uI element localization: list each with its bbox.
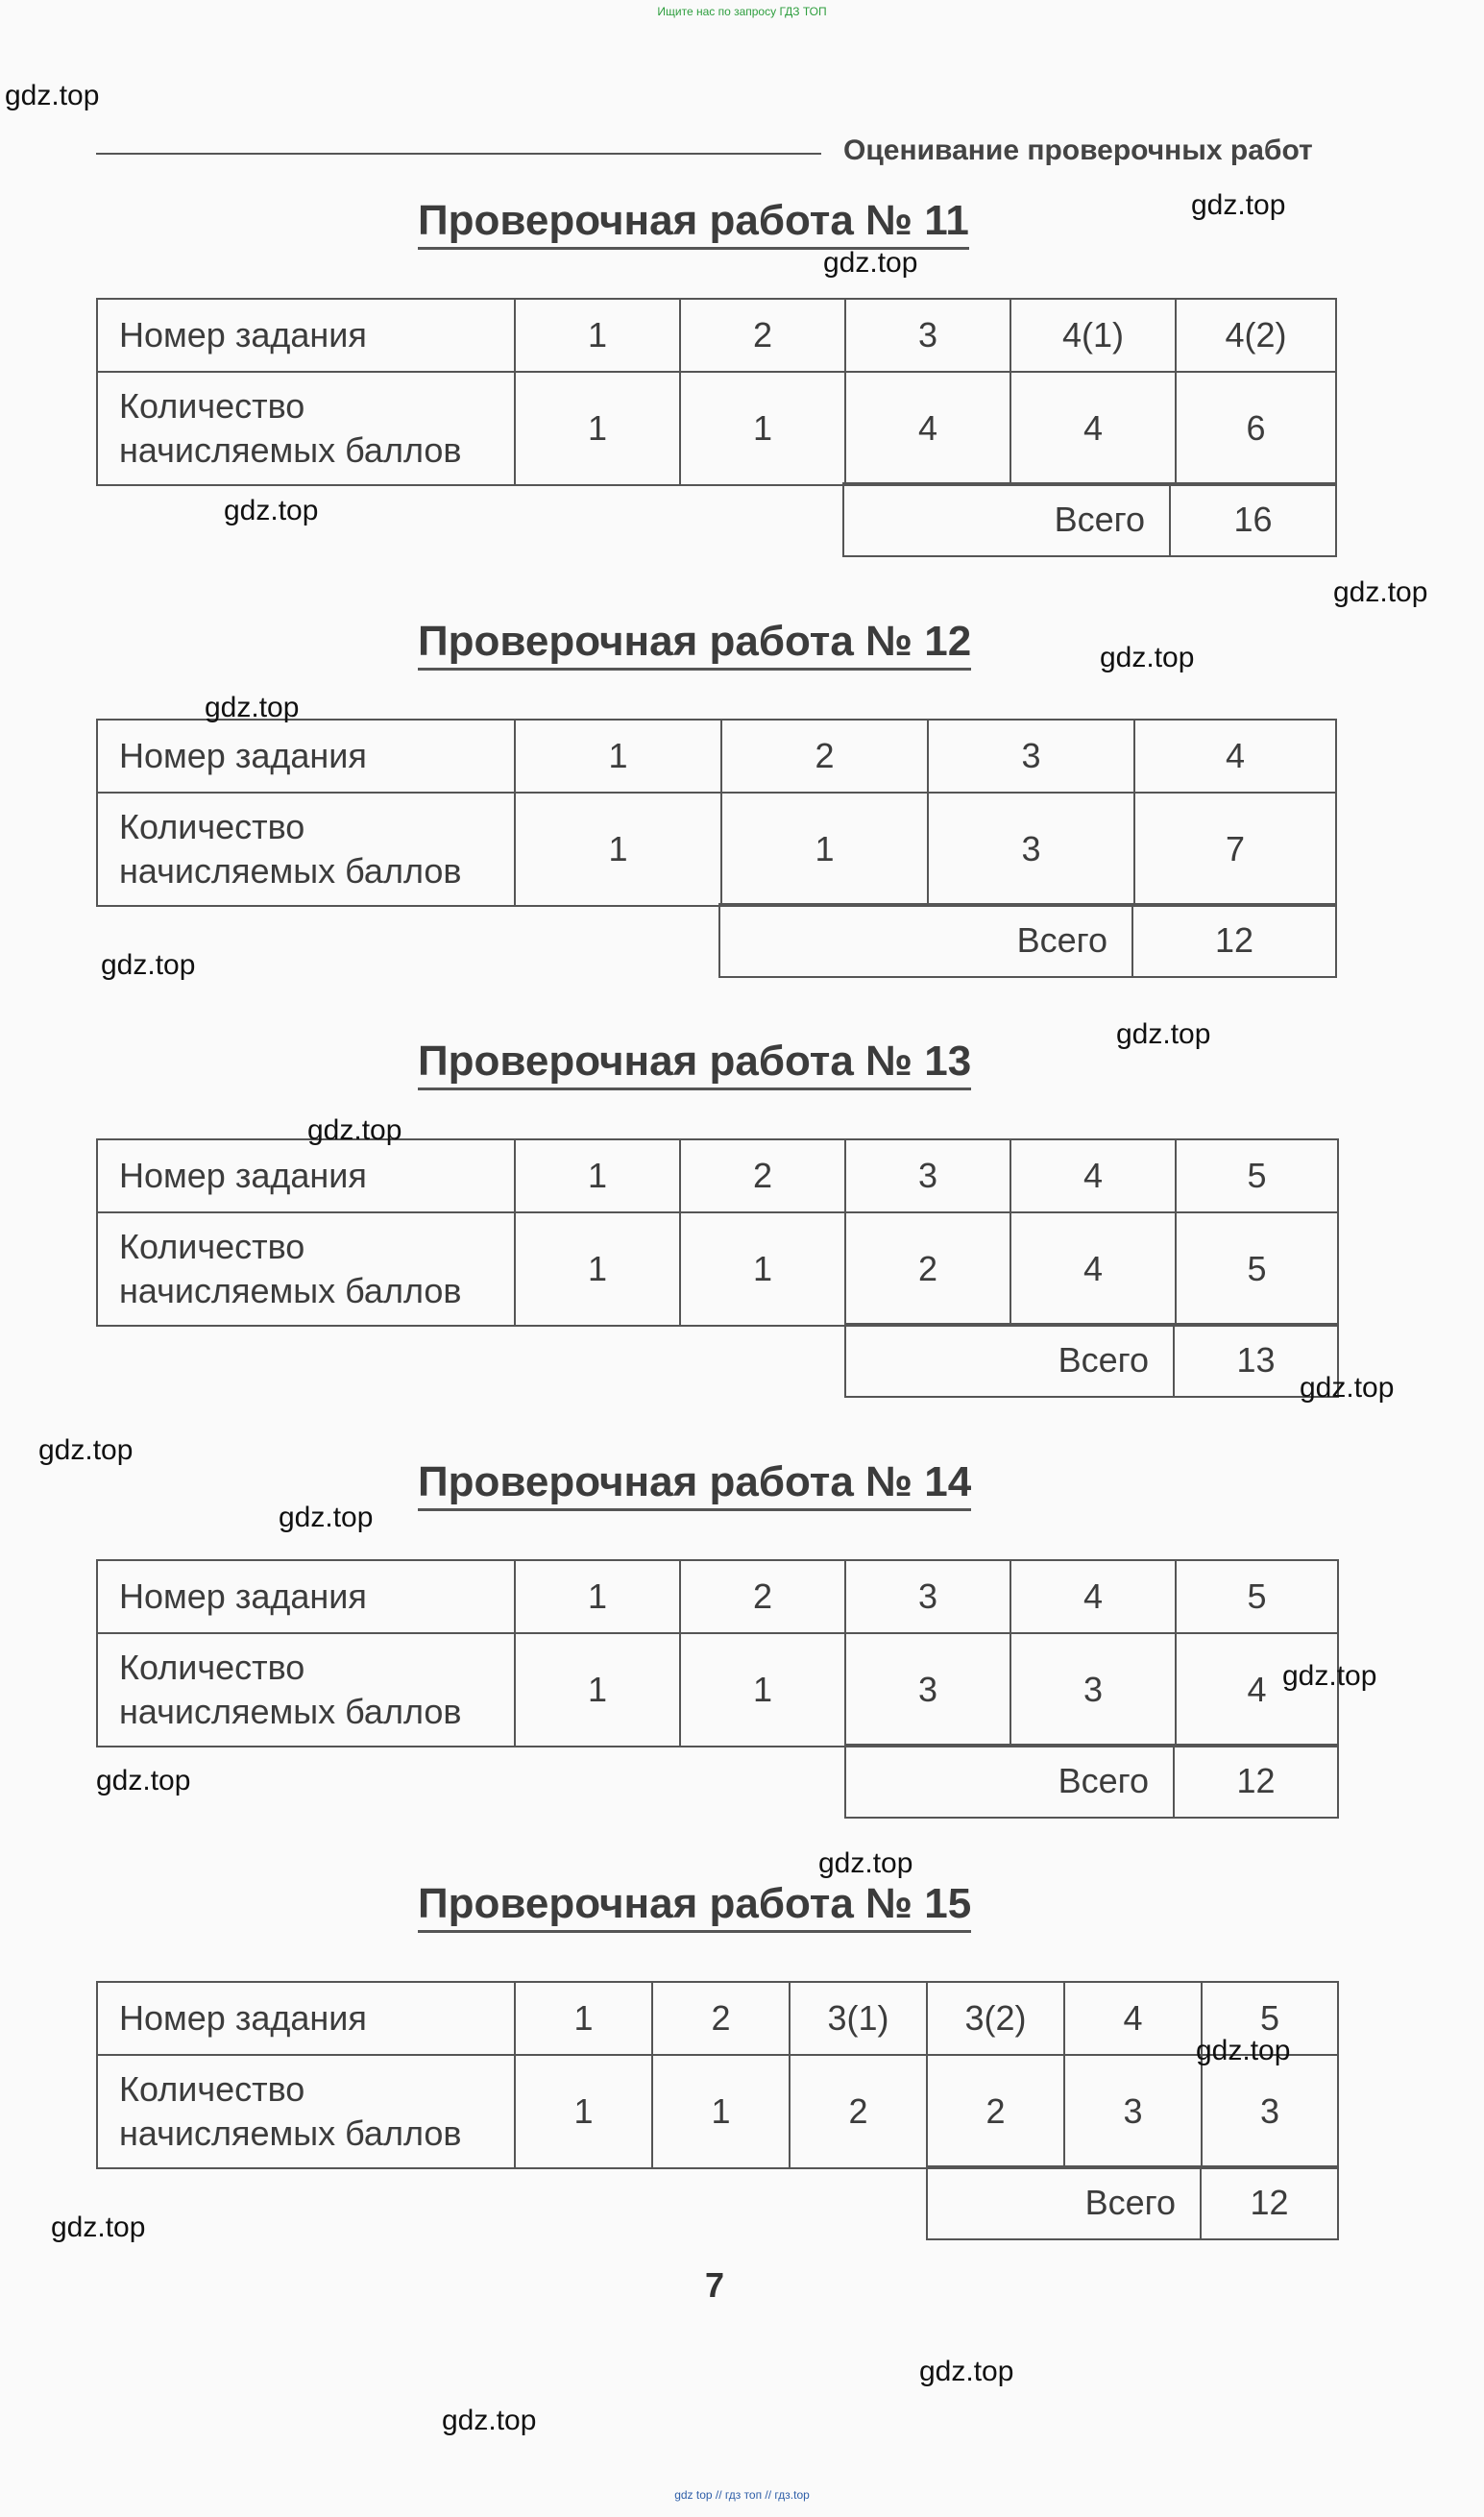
score-table-12: [96, 719, 1337, 907]
points-cell: 1: [515, 2055, 652, 2168]
points-label-line2: начисляемых баллов: [119, 1271, 462, 1310]
total-table-15: [926, 2165, 1339, 2240]
task-cell: 4: [1064, 1982, 1202, 2055]
task-cell: 3: [845, 299, 1010, 372]
points-cell: 2: [845, 1212, 1010, 1326]
task-label: Номер задания: [97, 720, 515, 793]
watermark: gdz.top: [101, 949, 196, 981]
watermark: gdz.top: [96, 1765, 191, 1796]
score-table-15: [96, 1981, 1339, 2169]
points-cell: 3: [1064, 2055, 1202, 2168]
points-cell: 1: [515, 793, 721, 906]
points-label: [97, 2055, 515, 2168]
watermark: gdz.top: [818, 1847, 913, 1879]
task-cell: 3: [845, 1139, 1010, 1212]
header-rule: [96, 153, 821, 155]
points-label-line2: начисляемых баллов: [119, 2114, 462, 2153]
task-cell: 4: [1010, 1139, 1176, 1212]
bottom-banner[interactable]: gdz top // гдз топ // гдз.top: [674, 2488, 810, 2502]
points-cell: 1: [515, 1212, 680, 1326]
watermark: gdz.top: [1100, 642, 1195, 673]
points-label-line2: начисляемых баллов: [119, 1692, 462, 1731]
points-cell: 4: [1010, 372, 1176, 485]
task-label: Номер задания: [97, 1982, 515, 2055]
points-cell: 1: [515, 372, 680, 485]
total-table-13: [844, 1323, 1339, 1398]
task-cell: 1: [515, 299, 680, 372]
task-label: Номер задания: [97, 299, 515, 372]
watermark: gdz.top: [1191, 189, 1286, 221]
total-value: 12: [1201, 2166, 1338, 2239]
watermark: gdz.top: [5, 80, 100, 111]
points-label-line2: начисляемых баллов: [119, 851, 462, 891]
task-cell: 1: [515, 1982, 652, 2055]
points-label-line1: Количество: [119, 1227, 305, 1266]
watermark: gdz.top: [1333, 576, 1428, 608]
watermark: gdz.top: [1282, 1660, 1377, 1692]
task-cell: 5: [1176, 1560, 1338, 1633]
top-banner[interactable]: Ищите нас по запросу ГДЗ ТОП: [657, 5, 827, 18]
points-cell: 7: [1134, 793, 1336, 906]
total-table-11: [842, 482, 1337, 557]
points-cell: 2: [790, 2055, 927, 2168]
watermark: gdz.top: [51, 2212, 146, 2243]
points-cell: 1: [721, 793, 928, 906]
total-label: Всего: [845, 1745, 1174, 1818]
points-cell: 3: [1010, 1633, 1176, 1747]
task-cell: 3(1): [790, 1982, 927, 2055]
watermark: gdz.top: [442, 2405, 537, 2436]
points-label: [97, 1212, 515, 1326]
points-label: [97, 372, 515, 485]
task-cell: 3: [845, 1560, 1010, 1633]
points-cell: 4: [1010, 1212, 1176, 1326]
task-label: Номер задания: [97, 1560, 515, 1633]
total-label: Всего: [843, 483, 1170, 556]
points-label-line1: Количество: [119, 2069, 305, 2109]
total-label: Всего: [927, 2166, 1201, 2239]
points-cell: 6: [1176, 372, 1336, 485]
points-label: [97, 793, 515, 906]
task-cell: 5: [1176, 1139, 1338, 1212]
total-table-12: [718, 903, 1337, 978]
score-table-13: [96, 1138, 1339, 1327]
task-cell: 4: [1134, 720, 1336, 793]
score-table-14: [96, 1559, 1339, 1747]
points-label-line2: начисляемых баллов: [119, 430, 462, 470]
total-value: 12: [1174, 1745, 1338, 1818]
task-label: Номер задания: [97, 1139, 515, 1212]
page-header: Оценивание проверочных работ: [843, 134, 1313, 166]
points-cell: 1: [680, 1212, 845, 1326]
points-label-line1: Количество: [119, 807, 305, 846]
points-cell: 3: [845, 1633, 1010, 1747]
task-cell: 1: [515, 1560, 680, 1633]
task-cell: 1: [515, 1139, 680, 1212]
task-cell: 2: [652, 1982, 790, 2055]
watermark: gdz.top: [823, 247, 918, 279]
total-value: 12: [1132, 904, 1336, 977]
work-title-15: Проверочная работа № 15: [418, 1880, 971, 1933]
points-label: [97, 1633, 515, 1747]
task-cell: 4(1): [1010, 299, 1176, 372]
total-value: 16: [1170, 483, 1336, 556]
points-cell: 5: [1176, 1212, 1338, 1326]
watermark: gdz.top: [919, 2356, 1014, 2387]
work-title-12: Проверочная работа № 12: [418, 618, 971, 671]
total-value: 13: [1174, 1324, 1338, 1397]
watermark: gdz.top: [279, 1502, 374, 1533]
points-cell: 2: [927, 2055, 1064, 2168]
work-title-11: Проверочная работа № 11: [418, 197, 969, 250]
work-title-13: Проверочная работа № 13: [418, 1038, 971, 1090]
watermark: gdz.top: [1116, 1018, 1211, 1050]
task-cell: 1: [515, 720, 721, 793]
watermark: gdz.top: [224, 495, 319, 526]
points-row: [97, 372, 1336, 485]
points-cell: 4: [1176, 1633, 1338, 1747]
task-cell: 5: [1202, 1982, 1338, 2055]
task-cell: 3(2): [927, 1982, 1064, 2055]
task-cell: 2: [721, 720, 928, 793]
page-number: 7: [705, 2265, 725, 2305]
score-table-11: [96, 298, 1337, 486]
points-cell: 3: [928, 793, 1134, 906]
points-cell: 4: [845, 372, 1010, 485]
task-cell: 3: [928, 720, 1134, 793]
points-cell: 1: [652, 2055, 790, 2168]
total-table-14: [844, 1744, 1339, 1819]
task-cell: 4: [1010, 1560, 1176, 1633]
task-cell: 2: [680, 1560, 845, 1633]
points-label-line1: Количество: [119, 1648, 305, 1687]
work-title-14: Проверочная работа № 14: [418, 1458, 971, 1511]
points-cell: 3: [1202, 2055, 1338, 2168]
total-label: Всего: [845, 1324, 1174, 1397]
points-label-line1: Количество: [119, 386, 305, 426]
task-cell: 4(2): [1176, 299, 1336, 372]
task-row: [97, 299, 1336, 372]
task-cell: 2: [680, 1139, 845, 1212]
watermark: gdz.top: [307, 1114, 402, 1146]
points-cell: 1: [515, 1633, 680, 1747]
points-cell: 1: [680, 1633, 845, 1747]
points-cell: 1: [680, 372, 845, 485]
task-cell: 2: [680, 299, 845, 372]
watermark: gdz.top: [1196, 2035, 1291, 2066]
watermark: gdz.top: [205, 692, 300, 723]
watermark: gdz.top: [1300, 1372, 1395, 1404]
watermark: gdz.top: [38, 1434, 134, 1466]
total-label: Всего: [719, 904, 1132, 977]
